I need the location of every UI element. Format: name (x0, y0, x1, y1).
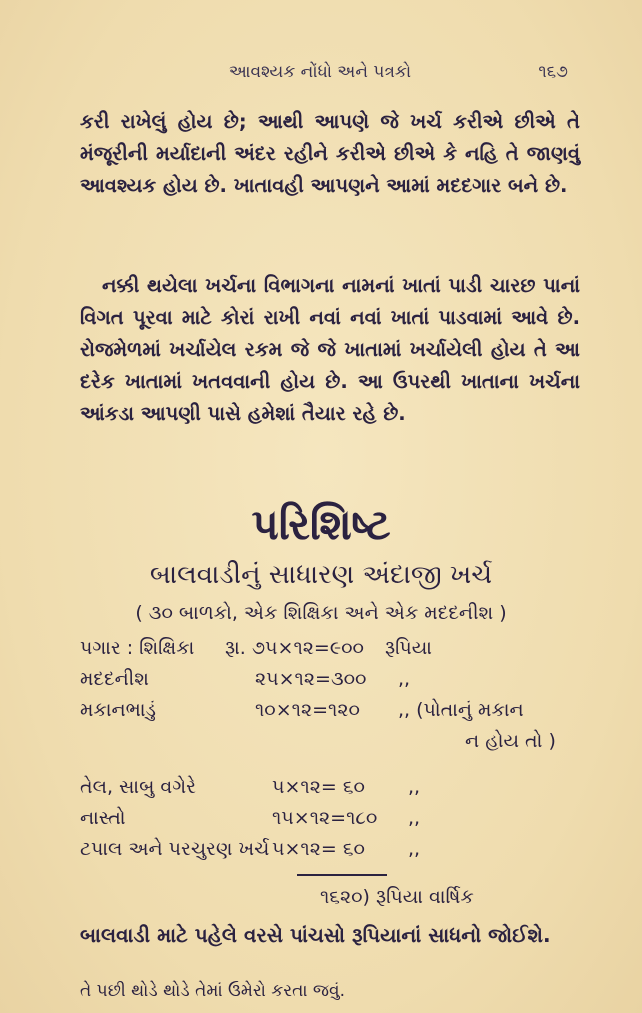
row-label: મકાનભાડું (80, 699, 156, 721)
row-label: મદદનીશ (80, 668, 149, 690)
row-label: પગાર : શિક્ષિકા (80, 637, 195, 659)
row-amount: ૨૫×૧૨=૩૦૦ (255, 668, 367, 690)
budget-total: ૧૬૨૦) રૂપિયા વાર્ષિક (320, 886, 474, 908)
total-rule (297, 874, 387, 876)
row-label: ટપાલ અને પરચુરણ ખર્ચ (80, 838, 270, 860)
row-unit: ન હોય તો ) (465, 730, 556, 752)
row-amount: ૫×૧૨= ૬૦ (272, 838, 365, 860)
row-label: નાસ્તો (80, 807, 126, 829)
row-amount: ૧૫×૧૨=૧૮૦ (272, 807, 378, 829)
page-header (0, 62, 642, 92)
row-amount: રૂા. ૭૫×૧૨=૯૦૦ (225, 637, 364, 659)
budget-row (80, 838, 600, 868)
appendix-note: ( ૩૦ બાળકો, એક શિક્ષિકા અને એક મદદનીશ ) (135, 602, 507, 624)
budget-row (80, 668, 600, 698)
closing-bold-text: બાલવાડી માટે પહેલે વરસે પાંચસો રૂપિયાનાં સાધનો જોઈશે. (80, 923, 551, 947)
budget-row (80, 637, 600, 667)
row-label: તેલ, સાબુ વગેરે (80, 776, 196, 798)
budget-row (80, 730, 600, 760)
page-number: ૧૬૭ (538, 62, 568, 82)
row-unit: ,, (પોતાનું મકાન (398, 699, 524, 721)
appendix-subtitle: બાલવાડીનું સાધારણ અંદાજી ખર્ચ (149, 560, 493, 590)
row-unit: ,, (408, 776, 421, 798)
row-unit: ,, (408, 838, 421, 860)
budget-row (80, 776, 600, 806)
paragraph-2: નક્કી થયેલા ખર્ચના વિભાગના નામનાં ખાતાં પાડી ચારછ પાનાં વિગત પૂરવા માટે કોરાં રાખી નવાં નવાં ખાતાં પાડવામાં આવે છે. રોજમેળમાં ખર્ચાયેલ રકમ જે જે ખાતામાં ખર્ચાયેલી હોય તે આ દરેક ખાતામાં ખતવવાની હોય છે. આ ઉપરથી ખાતાના ખર્ચના આંકડા આપણી પાસે હમેશાં તૈયાર રહે છે. (80, 274, 580, 425)
row-unit: ,, (408, 807, 421, 829)
row-unit: રૂપિયા (385, 637, 432, 659)
appendix-title: પરિશિષ્ટ (251, 500, 391, 549)
row-amount: ૧૦×૧૨=૧૨૦ (255, 699, 360, 721)
row-amount: ૫×૧૨= ૬૦ (272, 776, 365, 798)
closing-text: તે પછી થોડે થોડે તેમાં ઉમેરો કરતા જવું. (80, 981, 346, 1001)
budget-row (80, 699, 600, 729)
budget-row (80, 807, 600, 837)
paragraph-1: કરી રાખેલું હોય છે; આથી આપણે જે ખર્ચ કરીએ છીએ તે મંજૂરીની મર્યાદાની અંદર રહીને કરીએ છીએ કે નહિ તે જાણવું આવશ્યક હોય છે. ખાતાવહી આપણને આમાં મદદગાર બને છે. (80, 110, 580, 197)
running-title: આવશ્યક નોંધો અને પત્રકો (228, 62, 412, 82)
row-unit: ,, (398, 668, 411, 690)
